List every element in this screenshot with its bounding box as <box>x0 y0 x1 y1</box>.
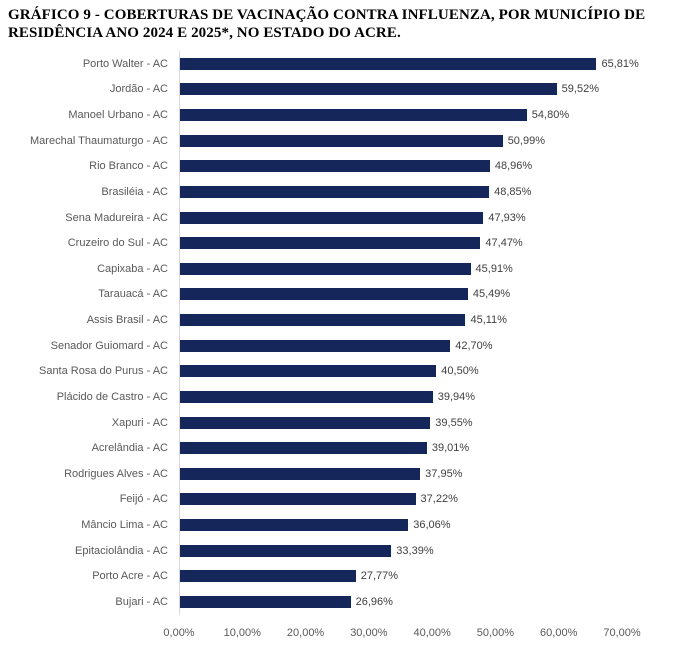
value-label: 37,22% <box>420 493 458 506</box>
bar-track <box>179 154 623 180</box>
value-label: 39,94% <box>437 390 476 403</box>
x-tick-label: 20,00% <box>286 626 325 639</box>
bar-track <box>179 384 623 410</box>
x-tick-label: 40,00% <box>413 626 451 639</box>
bar <box>180 58 596 70</box>
category-label: Bujari - AC <box>115 595 168 608</box>
category-label: Rio Branco - AC <box>89 160 168 173</box>
value-label: 59,52% <box>561 83 599 96</box>
bar <box>180 519 408 531</box>
chart-row <box>0 102 697 128</box>
bar <box>180 109 527 121</box>
category-label: Mâncio Lima - AC <box>81 519 168 532</box>
category-label: Santa Rosa do Purus - AC <box>38 365 168 378</box>
category-label: Brasiléia - AC <box>101 185 168 198</box>
chart-row <box>0 512 697 538</box>
category-label: Acrelândia - AC <box>91 442 168 455</box>
bar-track <box>179 512 623 538</box>
bar-track <box>179 179 623 205</box>
bar <box>180 417 430 429</box>
category-label: Epitaciolândia - AC <box>75 544 168 557</box>
category-label: Cruzeiro do Sul - AC <box>67 237 168 250</box>
chart-row <box>0 410 697 436</box>
bar-track <box>179 230 623 256</box>
value-label: 47,93% <box>488 211 526 224</box>
value-label: 39,01% <box>431 442 470 455</box>
bar <box>180 314 465 326</box>
chart-row <box>0 77 697 103</box>
chart-row <box>0 282 697 308</box>
chart-title-line2: RESIDÊNCIA ANO 2024 E 2025*, NO ESTADO DO ACRE. <box>8 24 401 41</box>
bar <box>180 545 391 557</box>
value-label: 65,81% <box>601 57 639 70</box>
category-label: Capixaba - AC <box>97 262 168 275</box>
value-label: 33,39% <box>396 544 434 557</box>
chart-row <box>0 435 697 461</box>
value-label: 45,91% <box>475 262 513 275</box>
bar <box>180 135 503 147</box>
value-label: 47,47% <box>485 237 523 250</box>
category-label: Marechal Thaumaturgo - AC <box>30 134 168 147</box>
value-label: 45,11% <box>470 314 507 327</box>
value-label: 37,95% <box>425 467 463 480</box>
bar <box>180 493 416 505</box>
chart-row <box>0 487 697 513</box>
bar-chart <box>0 51 697 643</box>
chart-row <box>0 564 697 590</box>
bar-track <box>179 77 623 103</box>
bar-track <box>179 51 639 77</box>
category-label: Rodrigues Alves - AC <box>64 467 168 480</box>
value-label: 48,96% <box>494 160 533 173</box>
chart-row <box>0 51 697 77</box>
chart-row <box>0 205 697 231</box>
bar-track <box>179 435 623 461</box>
bar <box>180 160 490 172</box>
bar-track <box>179 410 623 436</box>
category-label: Manoel Urbano - AC <box>68 109 168 122</box>
bar-track <box>179 538 623 564</box>
value-label: 50,99% <box>507 134 545 147</box>
x-tick-label: 50,00% <box>476 626 515 639</box>
category-label: Senador Guiomard - AC <box>50 339 168 352</box>
bar-track <box>179 487 623 513</box>
bar <box>180 596 351 608</box>
value-label: 26,96% <box>355 595 393 608</box>
bar-track <box>179 128 623 154</box>
value-label: 27,77% <box>360 570 399 583</box>
x-tick-label: 30,00% <box>350 626 388 639</box>
chart-row <box>0 589 697 615</box>
chart-row <box>0 384 697 410</box>
chart-row <box>0 461 697 487</box>
bar-track <box>179 307 623 333</box>
bar-track <box>179 282 623 308</box>
chart-rows <box>0 51 697 615</box>
bar-track <box>179 256 623 282</box>
bar <box>180 237 480 249</box>
chart-row <box>0 307 697 333</box>
value-label: 45,49% <box>472 288 511 301</box>
bar <box>180 212 483 224</box>
chart-row <box>0 230 697 256</box>
value-label: 40,50% <box>441 365 479 378</box>
bar-track <box>179 461 623 487</box>
x-tick-label: 10,00% <box>223 626 261 639</box>
chart-row <box>0 154 697 180</box>
category-label: Porto Walter - AC <box>82 57 168 70</box>
bar-track <box>179 102 623 128</box>
bar <box>180 468 420 480</box>
bar <box>180 288 468 300</box>
bar-track <box>179 564 623 590</box>
chart-row <box>0 179 697 205</box>
category-label: Assis Brasil - AC <box>86 314 168 327</box>
bar <box>180 391 433 403</box>
category-label: Tarauacá - AC <box>98 288 168 301</box>
bar <box>180 442 427 454</box>
x-tick-label: 60,00% <box>540 626 578 639</box>
bar-track <box>179 359 623 385</box>
category-label: Porto Acre - AC <box>92 570 168 583</box>
category-label: Jordão - AC <box>109 83 168 96</box>
bar-track <box>179 205 623 231</box>
chart-row <box>0 359 697 385</box>
x-axis <box>163 626 641 643</box>
category-label: Feijó - AC <box>119 493 168 506</box>
bar <box>180 186 489 198</box>
category-label: Sena Madureira - AC <box>65 211 168 224</box>
value-label: 39,55% <box>435 416 473 429</box>
chart-row <box>0 333 697 359</box>
bar <box>180 570 356 582</box>
bar <box>180 83 557 95</box>
chart-row <box>0 256 697 282</box>
bar <box>180 263 471 275</box>
value-label: 36,06% <box>413 519 451 532</box>
value-label: 54,80% <box>531 109 570 122</box>
chart-title-line1: GRÁFICO 9 - COBERTURAS DE VACINAÇÃO CONTRA INFLUENZA, POR MUNICÍPIO DE <box>8 7 646 23</box>
chart-title <box>0 0 697 42</box>
chart-row <box>0 538 697 564</box>
x-tick-label: 70,00% <box>603 626 641 639</box>
bar <box>180 365 436 377</box>
x-tick-label: 0,00% <box>163 626 195 639</box>
bar-track <box>179 589 623 615</box>
category-label: Xapuri - AC <box>111 416 168 429</box>
chart-row <box>0 128 697 154</box>
bar <box>180 340 450 352</box>
bar-track <box>179 333 623 359</box>
category-label: Plácido de Castro - AC <box>56 390 168 403</box>
value-label: 42,70% <box>455 339 493 352</box>
value-label: 48,85% <box>494 185 532 198</box>
